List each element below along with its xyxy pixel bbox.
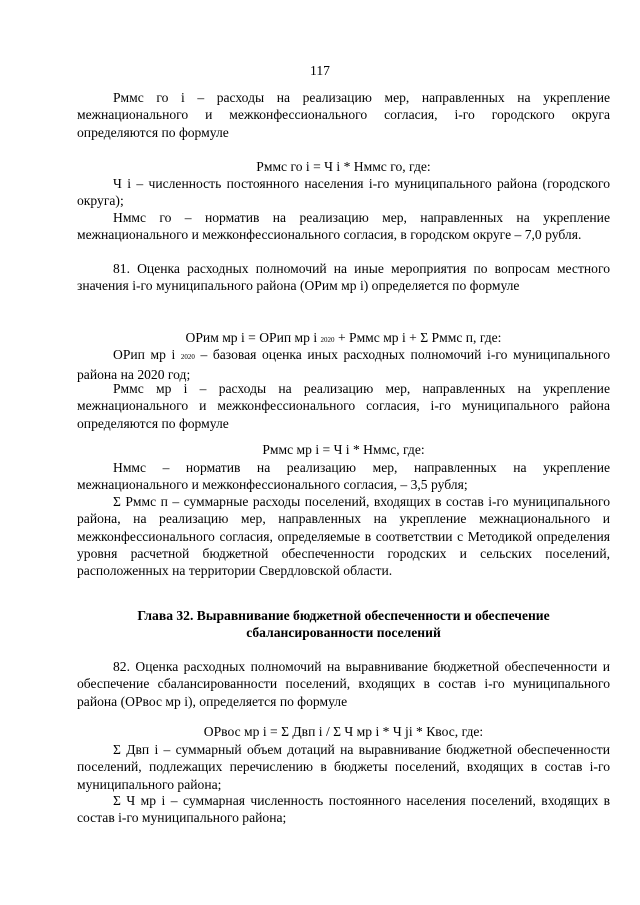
- formula: Рммс мр i = Ч i * Нммс, где:: [262, 442, 425, 457]
- paragraph: Σ Рммс п – суммарные расходы поселений, входящих в состав i-го муниципального района, на реализацию мер, направленных на укрепление межнационального и межконфессионального согласия, определяемые в соответствии с Методикой определения уровня расчетной бюджетной обеспеченности городских и сельских поселений, расположенных на территории Свердловской области.: [77, 494, 610, 579]
- paragraph: Σ Ч мр i – суммарная численность постоянного населения поселений, входящих в состав i-го муниципального района;: [77, 793, 610, 826]
- paragraph: Ч i – численность постоянного населения i-го муниципального района (городского округа);: [77, 176, 610, 209]
- paragraph: Рммс мр i – расходы на реализацию мер, направленных на укрепление межнационального и межконфессионального согласия, i-го муниципального района определяются по формуле: [77, 381, 610, 431]
- paragraph: Нммс – норматив на реализацию мер, направленных на укрепление межнационального и межконфессионального согласия, – 3,5 рубля;: [77, 460, 610, 493]
- paragraph: 82. Оценка расходных полномочий на выравнивание бюджетной обеспеченности и обеспечение сбалансированности поселений, входящих в состав i-го муниципального района (ОРвос мр i), определяется по формуле: [77, 659, 610, 709]
- formula: ОРвос мр i = Σ Двп i / Σ Ч мр i * Ч ji * Квос, где:: [203, 724, 484, 739]
- page-number: 117: [310, 63, 330, 78]
- paragraph: 81. Оценка расходных полномочий на иные мероприятия по вопросам местного значения i-го муниципального района (ОРим мр i) определяется по формуле: [77, 261, 610, 294]
- formula: ОРим мр i = ОРип мр i 2020 + Рммс мр i + Σ Рммс п, где:: [185, 330, 502, 345]
- paragraph: Σ Двп i – суммарный объем дотаций на выравнивание бюджетной обеспеченности поселений, подлежащих перечислению в бюджеты поселений, входящих в состав i-го муниципального района;: [77, 742, 610, 792]
- paragraph: Нммс го – норматив на реализацию мер, направленных на укрепление межнационального и межконфессионального согласия, в городском округе – 7,0 рубля.: [77, 210, 610, 243]
- paragraph: Рммс го i – расходы на реализацию мер, направленных на укрепление межнационального и межконфессионального согласия, i-го городского округа определяются по формуле: [77, 90, 610, 140]
- formula: Рммс го i = Ч i * Нммс го, где:: [256, 159, 431, 174]
- paragraph: ОРип мр i 2020 – базовая оценка иных расходных полномочий i-го муниципального района на 2020 год;: [77, 347, 610, 383]
- chapter-heading: Глава 32. Выравнивание бюджетной обеспеченности и обеспечение сбалансированности поселений: [137, 608, 550, 641]
